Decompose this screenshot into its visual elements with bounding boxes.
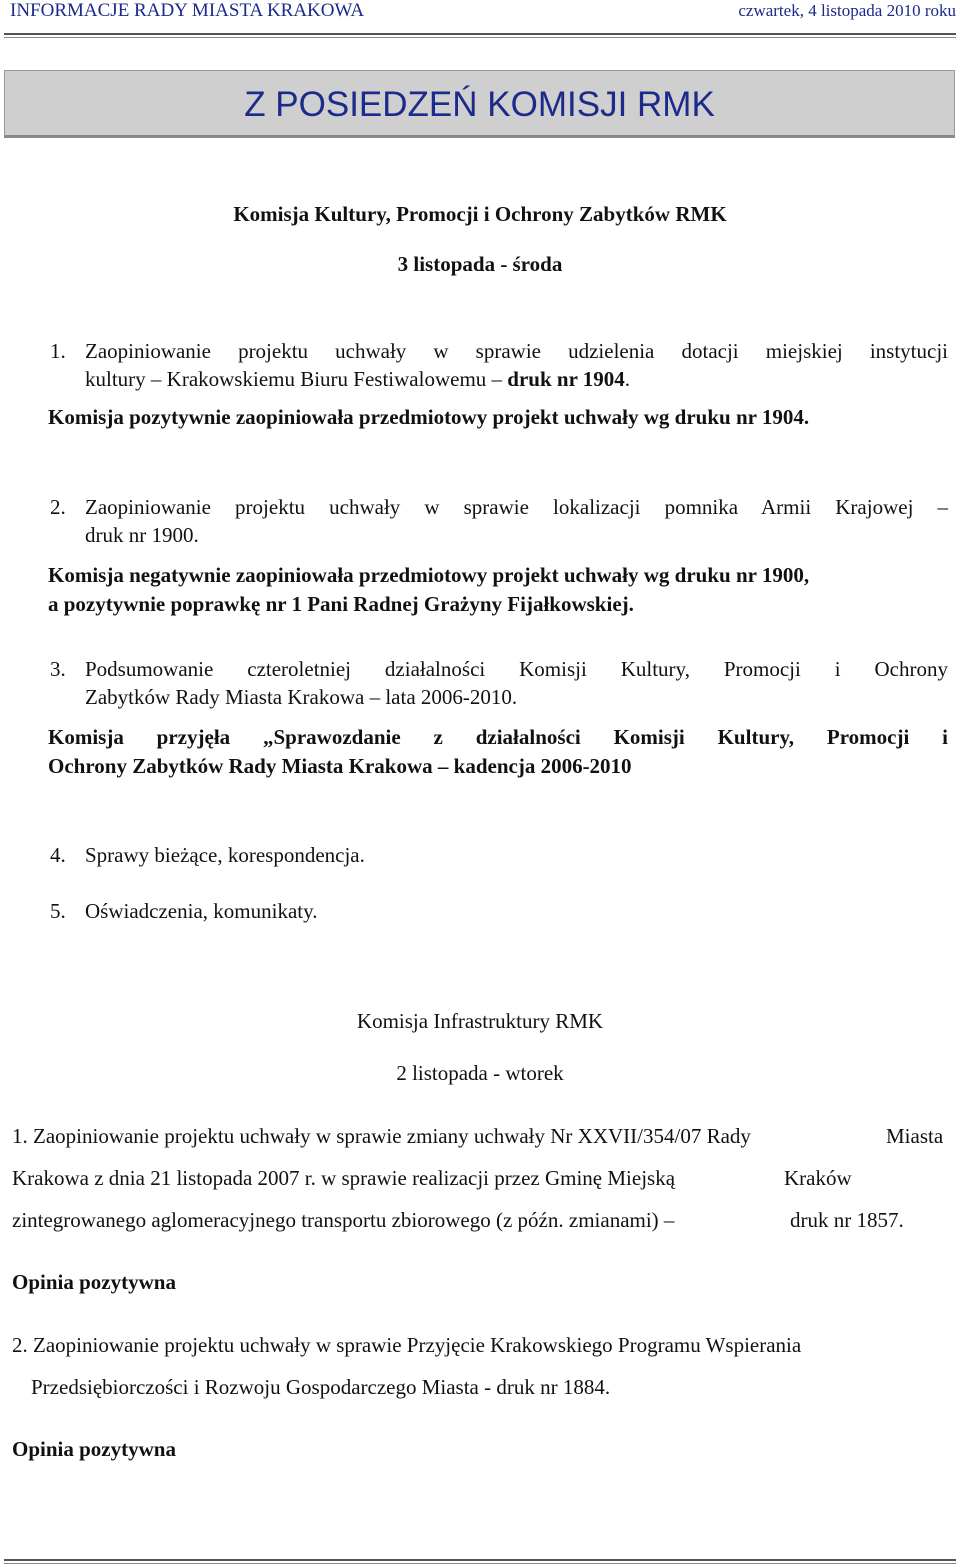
infra-item-2-opinion: Opinia pozytywna — [12, 1437, 176, 1461]
committee-title-infrastructure: Komisja Infrastruktury RMK — [356, 1009, 604, 1033]
item-text-line2: kultury – Krakowskiemu Biuru Festiwalowemu – druk nr 1904. — [85, 367, 631, 392]
item-3-result-line2: Ochrony Zabytków Rady Miasta Krakowa – kadencja 2006-2010 — [48, 754, 632, 778]
item-1-result: Komisja pozytywnie zaopiniowała przedmiotowy projekt uchwały wg druku nr 1904. — [48, 405, 810, 429]
meeting-date-infrastructure: 2 listopada - wtorek — [396, 1061, 564, 1085]
item-number: 1. — [50, 339, 66, 363]
item-number: 4. — [50, 843, 66, 867]
infra-item-1-line3: zintegrowanego aglomeracyjnego transportu zbiorowego (z późn. zmianami) – druk nr 1857. — [12, 1208, 904, 1232]
agenda-item-5 — [50, 897, 948, 925]
item-number: 5. — [50, 899, 66, 923]
committee-title-culture: Komisja Kultury, Promocji i Ochrony Zabytków RMK — [233, 202, 727, 226]
infra-item-1-opinion: Opinia pozytywna — [12, 1270, 176, 1294]
item-number: 2. — [50, 495, 66, 519]
item-text-line1: Podsumowanie czteroletniej działalności Komisji Kultury, Promocji i Ochrony — [85, 657, 948, 681]
infra-item-2-line2: Przedsiębiorczości i Rozwoju Gospodarczego Miasta - druk nr 1884. — [31, 1375, 611, 1399]
infra-item-1-line1: 1. Zaopiniowanie projektu uchwały w sprawie zmiany uchwały Nr XXVII/354/07 Rady Miasta — [12, 1124, 944, 1148]
meeting-date-culture: 3 listopada - środa — [397, 252, 563, 276]
publication-date: czwartek, 4 listopada 2010 roku — [738, 1, 956, 20]
agenda-item-3 — [50, 655, 948, 712]
footer-divider — [4, 1559, 956, 1564]
agenda-item-1 — [50, 337, 948, 394]
item-text-line2: druk nr 1900. — [85, 523, 199, 548]
infra-item-2-line1: 2. Zaopiniowanie projektu uchwały w sprawie Przyjęcie Krakowskiego Programu Wspierania — [12, 1333, 802, 1357]
item-text-line1: Zaopiniowanie projektu uchwały w sprawie lokalizacji pomnika Armii Krajowej – — [85, 495, 948, 519]
item-text-line1: Sprawy bieżące, korespondencja. — [85, 843, 365, 867]
item-2-result-line2: a pozytywnie poprawkę nr 1 Pani Radnej Grażyny Fijałkowskiej. — [48, 592, 634, 616]
banner-title: Z POSIEDZEŃ KOMISJI RMK — [244, 85, 715, 124]
agenda-item-2 — [50, 493, 948, 550]
agenda-item-4 — [50, 841, 948, 869]
infra-item-1-line2: Krakowa z dnia 21 listopada 2007 r. w sprawie realizacji przez Gminę Miejską Kraków — [12, 1166, 852, 1190]
item-3-result-line1: Komisja przyjęła „Sprawozdanie z działalności Komisji Kultury, Promocji i — [48, 725, 948, 749]
item-text-line1: Zaopiniowanie projektu uchwały w sprawie udzielenia dotacji miejskiej instytucji — [85, 339, 948, 363]
header-divider — [4, 33, 956, 38]
page-header — [10, 0, 956, 26]
item-number: 3. — [50, 657, 66, 681]
item-text-line1: Oświadczenia, komunikaty. — [85, 899, 318, 923]
item-text-line2: Zabytków Rady Miasta Krakowa – lata 2006-2010. — [85, 685, 518, 710]
item-2-result-line1: Komisja negatywnie zaopiniowała przedmiotowy projekt uchwały wg druku nr 1900, — [48, 563, 810, 587]
section-banner — [4, 70, 955, 138]
publication-title: INFORMACJE RADY MIASTA KRAKOWA — [10, 0, 365, 21]
document-reference: druk nr 1904 — [507, 367, 625, 392]
